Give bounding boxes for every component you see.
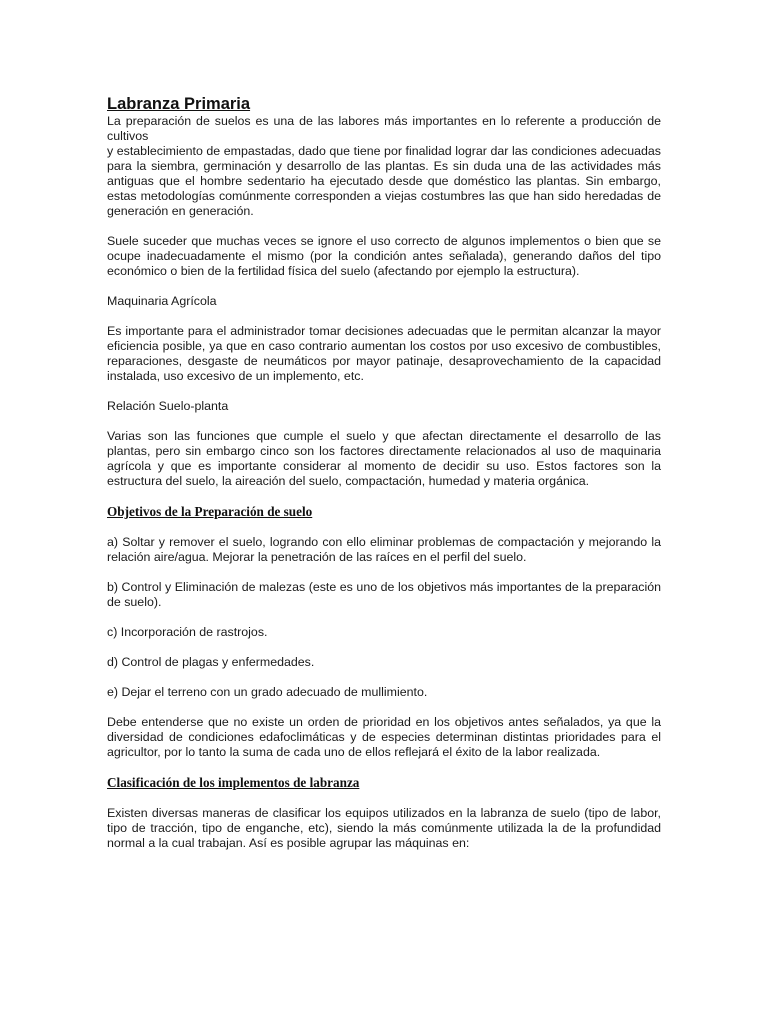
heading-clasificacion-text: Clasificación de los implementos de labranza <box>107 775 360 790</box>
document-title: Labranza Primaria <box>107 95 251 113</box>
paragraph-relacion: Varias son las funciones que cumple el suelo y que afectan directamente el desarrollo de las plantas, pero sin embargo cinco son los factores directamente relacionados al uso de maquinaria agrícola y que es importante considerar al momento de decidir su uso. Estos factores son la estructura del suelo, la aireación del suelo, compactación, humedad y materia orgánica. <box>107 429 661 488</box>
objective-b: b) Control y Eliminación de malezas (este es uno de los objetivos más importantes de la preparación de suelo). <box>107 580 661 609</box>
heading-relacion: Relación Suelo-planta <box>107 399 229 413</box>
objective-e: e) Dejar el terreno con un grado adecuado de mullimiento. <box>107 685 428 699</box>
paragraph-existen: Existen diversas maneras de clasificar los equipos utilizados en la labranza de suelo (tipo de labor, tipo de tracción, tipo de enganche, etc), siendo la más comúnmente utilizada la de la profundidad normal a la cual trabajan. Así es posible agrupar las máquinas en: <box>107 806 661 850</box>
intro-line-2: cultivos <box>107 129 149 143</box>
heading-clasificacion <box>107 775 661 791</box>
objective-c: c) Incorporación de rastrojos. <box>107 625 268 639</box>
document-body <box>107 94 661 866</box>
paragraph-maquinaria: Es importante para el administrador tomar decisiones adecuadas que le permitan alcanzar la mayor eficiencia posible, ya que en caso contrario aumentan los costos por uso excesivo de combustibles, reparaciones, desgaste de neumáticos por mayor patinaje, desaprovechamiento de la capacidad instalada, uso excesivo de un implemento, etc. <box>107 324 661 383</box>
heading-maquinaria: Maquinaria Agrícola <box>107 294 217 308</box>
intro-paragraph <box>107 114 661 219</box>
paragraph-suele: Suele suceder que muchas veces se ignore el uso correcto de algunos implementos o bien que se ocupe inadecuadamente el mismo (por la condición antes señalada), generando daños del tipo económico o bien de la fertilidad física del suelo (afectando por ejemplo la estructura). <box>107 234 661 278</box>
intro-rest: y establecimiento de empastadas, dado que tiene por finalidad lograr dar las condiciones adecuadas para la siembra, germinación y desarrollo de las plantas. Es sin duda una de las actividades más antiguas que el hombre sedentario ha ejecutado desde que doméstico las plantas. Sin embargo, estas metodologías comúnmente corresponden a viejas costumbres las que han sido heredadas de generación en generación. <box>107 144 661 218</box>
paragraph-debe: Debe entenderse que no existe un orden de prioridad en los objetivos antes señalados, ya que la diversidad de condiciones edafoclimáticas y de especies determinan distintas prioridades para el agricultor, por lo tanto la suma de cada uno de ellos reflejará el éxito de la labor realizada. <box>107 715 661 759</box>
objective-a: a) Soltar y remover el suelo, logrando con ello eliminar problemas de compactación y mejorando la relación aire/agua. Mejorar la penetración de las raíces en el perfil del suelo. <box>107 535 661 564</box>
objective-d: d) Control de plagas y enfermedades. <box>107 655 315 669</box>
intro-line-1: La preparación de suelos es una de las labores más importantes en lo referente a producción de <box>107 114 661 128</box>
heading-objetivos-text: Objetivos de la Preparación de suelo <box>107 504 313 519</box>
heading-objetivos <box>107 504 661 520</box>
